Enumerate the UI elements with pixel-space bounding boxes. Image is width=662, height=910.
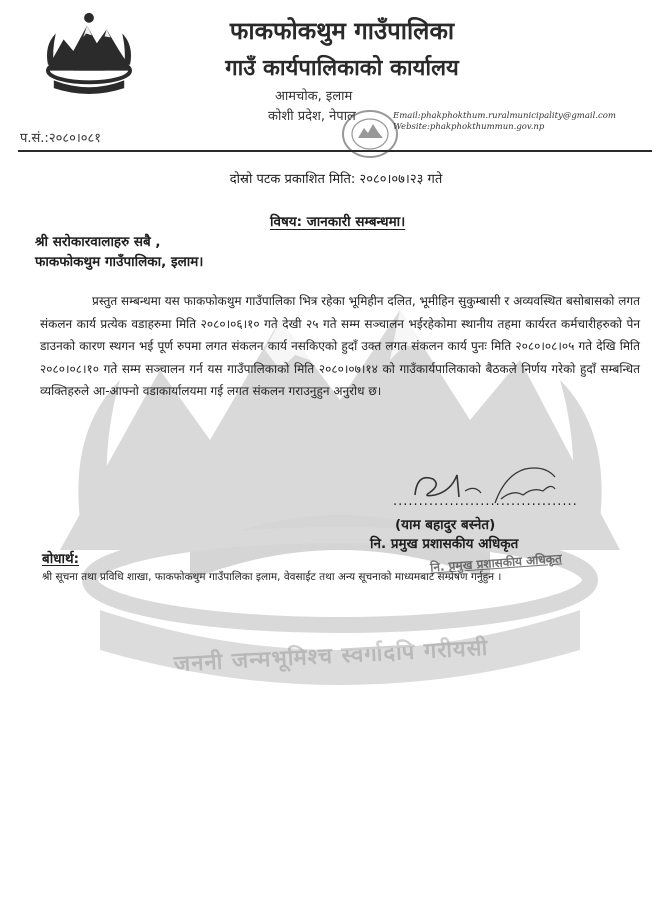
- signature-line: ....................................: [393, 494, 578, 509]
- signatory-name: (याम बहादुर बस्नेत): [395, 517, 496, 533]
- email-text: Email:phakphokthum.ruralmunicipality@gmail.com: [393, 111, 616, 121]
- office-name: फाकफोकथुम गाउँपालिका: [229, 17, 455, 45]
- subject-line: विषय: जानकारी सम्बन्धमा।: [270, 214, 406, 230]
- address-line-1: आमचोक, इलाम: [275, 89, 353, 104]
- office-subtitle: गाउँ कार्यपालिकाको कार्यालय: [225, 56, 459, 81]
- address-line-2: कोशी प्रदेश, नेपाल: [268, 109, 356, 124]
- cc-recipient: श्री सूचना तथा प्रविधि शाखा, फाकफोकथुम गाउँपालिका इलाम, वेवसाईट तथा अन्य सूचनाको माध्यमबाट सम्प्रेषण गर्नुहुन ।: [42, 571, 502, 583]
- cc-label: बोधार्थ:: [42, 551, 80, 567]
- addressee-line-1: श्री सरोकारवालाहरु सबै ,: [35, 234, 161, 250]
- header-divider: [18, 150, 652, 152]
- officer-stamp: नि. प्रमुख प्रशासकीय अधिकृत: [429, 551, 563, 575]
- website-text: Website:phakphokthummun.gov.np: [393, 122, 545, 132]
- addressee-line-2: फाकफोकथुम गाउँपालिका, इलाम।: [35, 254, 204, 270]
- signatory-title: नि. प्रमुख प्रशासकीय अधिकृत: [370, 536, 519, 552]
- publication-date: दोस्रो पटक प्रकाशित मिति: २०८०।०७।२३ गते: [229, 172, 443, 187]
- reference-number: प.सं.:२०८०।०८१: [20, 131, 102, 146]
- office-seal-icon: [340, 108, 400, 160]
- letter-body: प्रस्तुत सम्बन्धमा यस फाकफोकथुम गाउँपालिका भित्र रहेका भूमिहीन दलित, भूमीहिन सुकुम्बासी र अव्यवस्थित बसोबासको लगत संकलन कार्य प्रत्येक वडाहरुमा मिति २०८०।०६।१० गते देखी २५ गते सम्म सञ्चालन भईरहेकोमा स्थानीय तहमा कार्यरत कर्मचारीहरुको पेन डाउनको कारण स्थगन भई पूर्ण रुपमा लगत संकलन कार्य नसकिएको हुदाँ उक्त लगत संकलन कार्य पुनः मिति २०८०।०८।०५ गते देखि मिति २०८०।०८।१० गते सम्म सञ्चालन गर्न यस गाउँपालिकाको मिति २०८०।०७।१४ को गाउँकार्यपालिकाको बैठकले निर्णय गरेको हुदाँ सम्बन्धित व्यक्तिहरुले आ-आफ्नो वडाकार्यालयमा गई लगत संकलन गराउनुहुन अनुरोध छ।: [40, 294, 640, 398]
- watermark-motto: जननी जन्मभूमिश्च स्वर्गादपि गरीयसी: [173, 635, 489, 678]
